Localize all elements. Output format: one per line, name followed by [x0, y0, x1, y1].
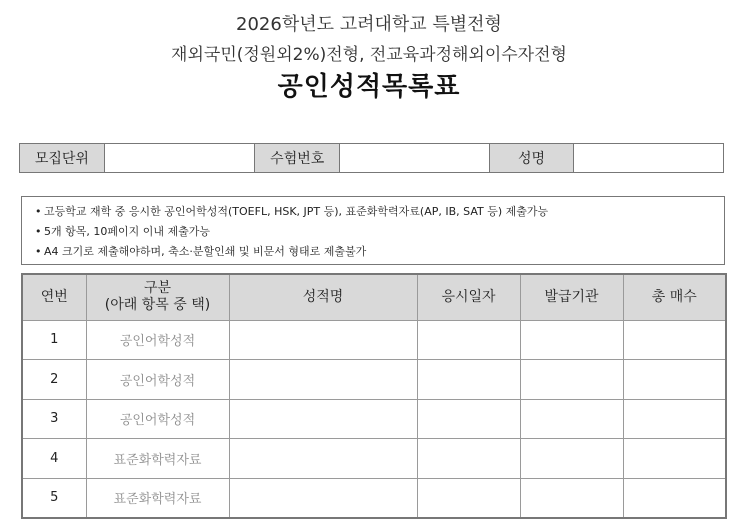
page-title: 공인성적목록표 — [277, 72, 461, 102]
table-row — [22, 360, 726, 400]
col-header-issuer: 발급기관 — [520, 274, 623, 320]
applicant-info-bar — [19, 143, 724, 173]
note-item — [35, 202, 724, 222]
table-row — [22, 320, 726, 360]
col-header-pages: 총 매수 — [623, 274, 726, 320]
header-line-1: 2026학년도 고려대학교 특별전형 — [236, 14, 502, 35]
note-text: 5개 항목, 10페이지 이내 제출가능 — [44, 225, 210, 238]
header-line-2: 재외국민(정원외2%)전형, 전교육과정해외이수자전형 — [171, 45, 567, 65]
issuer-cell[interactable] — [520, 320, 623, 360]
table-row — [22, 399, 726, 439]
pages-cell[interactable] — [623, 439, 726, 479]
notes-box — [21, 196, 725, 265]
exam-date-cell[interactable] — [417, 320, 520, 360]
issuer-cell[interactable] — [520, 360, 623, 400]
issuer-cell[interactable] — [520, 478, 623, 518]
table-header-row — [22, 274, 726, 320]
unit-field[interactable] — [105, 144, 256, 172]
exam-date-cell[interactable] — [417, 439, 520, 479]
table-row — [22, 439, 726, 479]
score-list-table — [21, 273, 727, 519]
issuer-cell[interactable] — [520, 399, 623, 439]
row-category: 표준화학력자료 — [86, 478, 229, 518]
pages-cell[interactable] — [623, 399, 726, 439]
category-header-line-1: 구분 — [143, 280, 172, 297]
exam-date-cell[interactable] — [417, 478, 520, 518]
name-label: 성명 — [490, 144, 575, 172]
pages-cell[interactable] — [623, 320, 726, 360]
row-number: 5 — [22, 478, 86, 518]
score-name-cell[interactable] — [229, 439, 417, 479]
exam-number-label: 수험번호 — [255, 144, 340, 172]
pages-cell[interactable] — [623, 360, 726, 400]
issuer-cell[interactable] — [520, 439, 623, 479]
table-row — [22, 478, 726, 518]
unit-label: 모집단위 — [20, 144, 105, 172]
score-name-cell[interactable] — [229, 399, 417, 439]
row-number: 4 — [22, 439, 86, 479]
exam-date-cell[interactable] — [417, 360, 520, 400]
row-number: 2 — [22, 360, 86, 400]
category-header-line-2: (아래 항목 중 택) — [104, 297, 211, 314]
row-category: 공인어학성적 — [86, 320, 229, 360]
score-name-cell[interactable] — [229, 478, 417, 518]
score-name-cell[interactable] — [229, 360, 417, 400]
bullet-icon: • — [35, 205, 42, 218]
bullet-icon: • — [35, 225, 42, 238]
row-category: 표준화학력자료 — [86, 439, 229, 479]
pages-cell[interactable] — [623, 478, 726, 518]
row-category: 공인어학성적 — [86, 360, 229, 400]
bullet-icon: • — [35, 245, 42, 258]
score-name-cell[interactable] — [229, 320, 417, 360]
col-header-category — [86, 274, 229, 320]
exam-number-field[interactable] — [340, 144, 490, 172]
col-header-exam-date: 응시일자 — [417, 274, 520, 320]
row-number: 3 — [22, 399, 86, 439]
row-number: 1 — [22, 320, 86, 360]
col-header-score-name: 성적명 — [229, 274, 417, 320]
row-category: 공인어학성적 — [86, 399, 229, 439]
note-item — [35, 242, 724, 262]
note-text: A4 크기로 제출해야하며, 축소·분할인쇄 및 비문서 형태로 제출불가 — [44, 245, 367, 258]
name-field[interactable] — [574, 144, 723, 172]
exam-date-cell[interactable] — [417, 399, 520, 439]
note-item — [35, 222, 724, 242]
col-header-no: 연번 — [22, 274, 86, 320]
note-text: 고등학교 재학 중 응시한 공인어학성적(TOEFL, HSK, JPT 등), 표준화학력자료(AP, IB, SAT 등) 제출가능 — [44, 205, 549, 218]
